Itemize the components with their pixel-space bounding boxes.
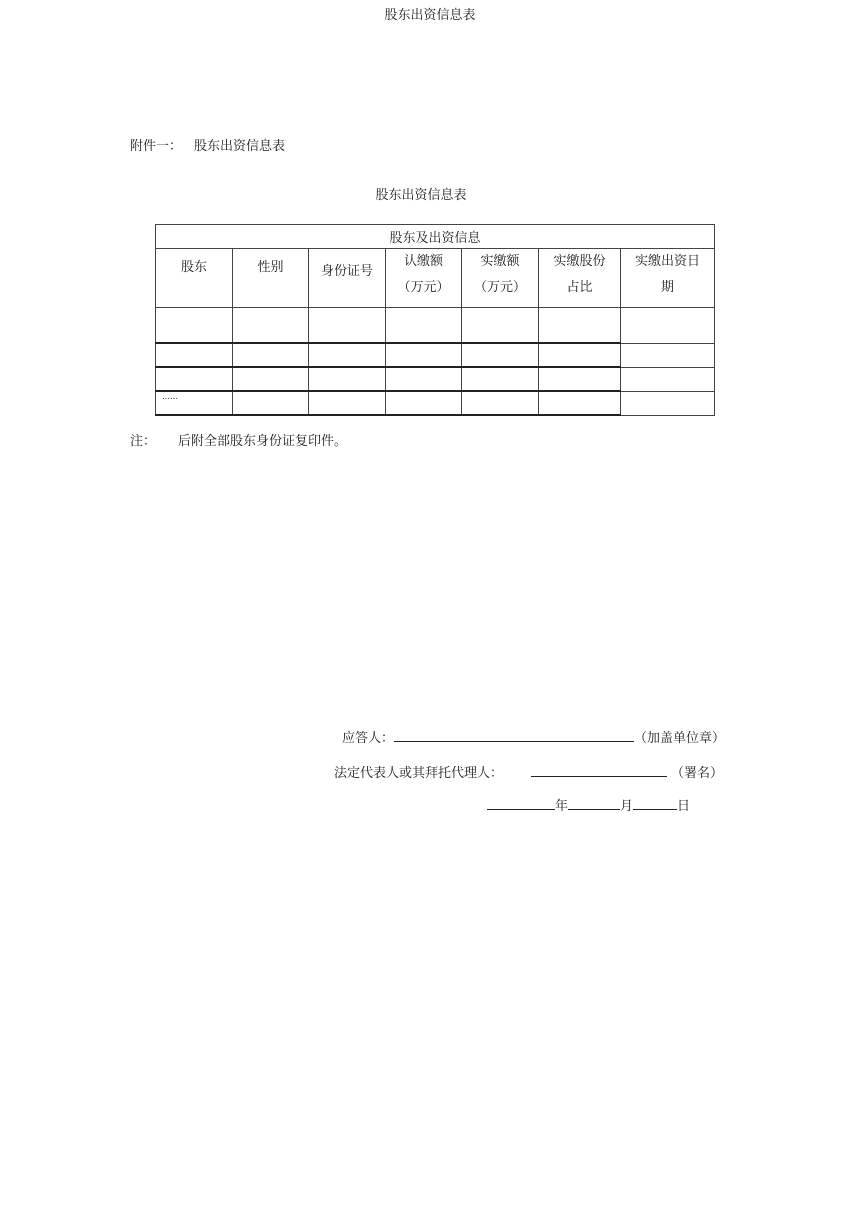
column-header-shareholder: [156, 249, 233, 308]
shareholder-info-table: [155, 224, 715, 416]
attachment-title: 股东出资信息表: [194, 139, 286, 154]
representative-blank[interactable]: [531, 764, 667, 777]
column-header-label: 实缴额: [480, 254, 520, 269]
column-header-paid-amount: [462, 249, 539, 308]
table-cell[interactable]: [539, 391, 621, 415]
table-row: [156, 367, 715, 391]
table-cell[interactable]: [539, 367, 621, 391]
column-header-unit: （万元）: [397, 280, 450, 295]
table-cell[interactable]: [386, 343, 462, 367]
table-cell[interactable]: [621, 308, 715, 344]
column-header-label: 实缴股份: [553, 254, 606, 269]
attachment-heading: [130, 135, 285, 154]
table-cell[interactable]: [156, 308, 233, 344]
table-cell[interactable]: [309, 367, 386, 391]
table-cell[interactable]: [233, 308, 309, 344]
table-cell[interactable]: [621, 343, 715, 367]
respondent-signature-line: [342, 727, 725, 746]
document-header-title: 股东出资信息表: [384, 8, 476, 23]
column-header-label: 认缴额: [403, 254, 443, 269]
table-cell[interactable]: [621, 367, 715, 391]
column-header-paid-share-ratio: [539, 249, 621, 308]
respondent-suffix: （加盖单位章）: [634, 731, 726, 746]
month-label: 月: [620, 799, 634, 814]
table-header-row: [156, 249, 715, 308]
table-group-header-row: [156, 225, 715, 249]
column-header-id-number: [309, 249, 386, 308]
attachment-label: 附件一：: [130, 139, 183, 154]
respondent-label: 应答人：: [342, 731, 395, 746]
table-cell[interactable]: [309, 308, 386, 344]
year-blank[interactable]: [487, 797, 555, 810]
table-cell[interactable]: [462, 367, 539, 391]
date-line: [487, 795, 690, 814]
table-cell[interactable]: [539, 308, 621, 344]
column-header-unit: 占比: [566, 280, 593, 295]
column-header-unit: （万元）: [473, 280, 526, 295]
day-label: 日: [677, 799, 691, 814]
representative-label: 法定代表人或其拜托代理人：: [334, 766, 504, 781]
note-text: 后附全部股东身份证复印件。: [178, 434, 348, 449]
table-cell[interactable]: [462, 391, 539, 415]
table-cell[interactable]: [156, 343, 233, 367]
table-cell[interactable]: [233, 391, 309, 415]
table-cell[interactable]: [386, 308, 462, 344]
representative-signature-line: [334, 762, 723, 781]
representative-suffix: （署名）: [671, 766, 724, 781]
column-header-unit: 期: [661, 280, 675, 295]
note: [130, 430, 347, 449]
table-cell[interactable]: [156, 367, 233, 391]
table-cell[interactable]: [233, 343, 309, 367]
note-label: 注：: [130, 434, 157, 449]
column-header-label: 身份证号: [320, 264, 373, 279]
table-cell[interactable]: [462, 343, 539, 367]
table-cell[interactable]: [621, 391, 715, 415]
respondent-blank[interactable]: [394, 729, 634, 742]
column-header-paid-date: [621, 249, 715, 308]
group-header-cell: 股东及出资信息: [156, 225, 715, 249]
table-cell[interactable]: [386, 391, 462, 415]
table-row: [156, 343, 715, 367]
day-blank[interactable]: [633, 797, 677, 810]
table-row: [156, 308, 715, 344]
ellipsis-cell: ……: [156, 391, 233, 415]
table-cell[interactable]: [233, 367, 309, 391]
table-cell[interactable]: [309, 391, 386, 415]
table-title: 股东出资信息表: [375, 188, 467, 203]
table-cell[interactable]: [309, 343, 386, 367]
month-blank[interactable]: [568, 797, 620, 810]
column-header-label: 实缴出资日: [635, 254, 701, 269]
column-header-subscribed-amount: [386, 249, 462, 308]
table-cell[interactable]: [462, 308, 539, 344]
table-cell[interactable]: [539, 343, 621, 367]
column-header-label: 性别: [257, 260, 284, 275]
table-row: [156, 391, 715, 415]
column-header-gender: [233, 249, 309, 308]
table-cell[interactable]: [386, 367, 462, 391]
year-label: 年: [555, 799, 569, 814]
column-header-label: 股东: [180, 260, 207, 275]
